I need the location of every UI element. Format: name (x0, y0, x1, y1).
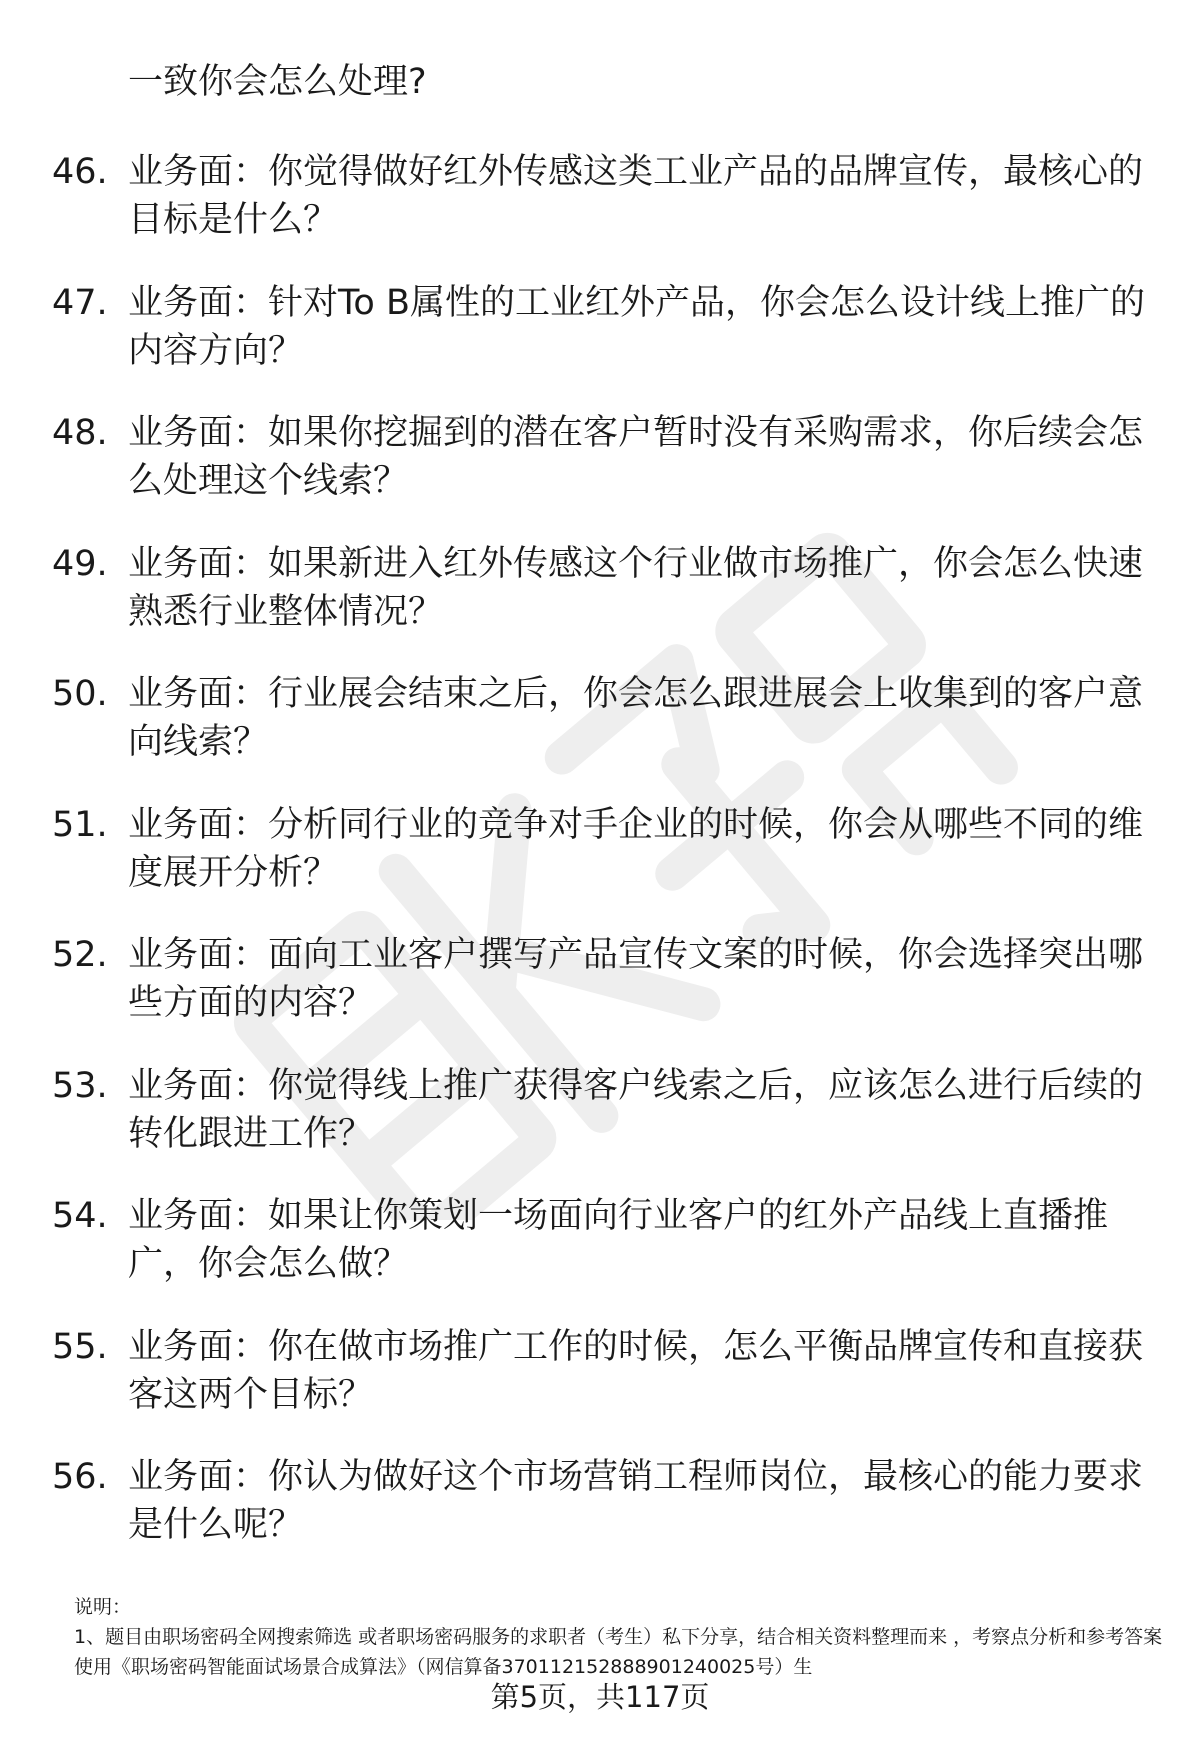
question-text: 业务面：如果让你策划一场面向行业客户的红外产品线上直播推广，你会怎么做？ (128, 1196, 1109, 1284)
question-number: 54. (52, 1196, 108, 1236)
question-number: 47. (52, 282, 108, 323)
question-text: 业务面：分析同行业的竞争对手企业的时候，你会从哪些不同的维度展开分析？ (128, 804, 1144, 893)
question-text: 业务面：你觉得线上推广获得客户线索之后，应该怎么进行后续的转化跟进工作？ (128, 1065, 1144, 1154)
question-number: 52. (52, 935, 108, 975)
question-text: 业务面：你觉得做好红外传感这类工业产品的品牌宣传，最核心的目标是什么？ (128, 152, 1144, 240)
page-footer: 第5页，共117页 (490, 1680, 710, 1714)
question-text: 业务面：面向工业客户撰写产品宣传文案的时候，你会选择突出哪些方面的内容？ (128, 935, 1144, 1023)
question-item (0, 148, 1200, 279)
question-number: 51. (52, 804, 108, 845)
notes-text: 1、题目由职场密码全网搜索筛选 或者职场密码服务的求职者（考生）私下分享，结合相关资料整理而来 ，考察点分析和参考答案使用《职场密码智能面试场景合成算法》（网信算备370112152888901240025号）生 (74, 1626, 1163, 1678)
question-item (0, 540, 1200, 671)
question-text: 业务面：你在做市场推广工作的时候，怎么平衡品牌宣传和直接获客这两个目标？ (128, 1326, 1144, 1415)
question-item (0, 409, 1200, 540)
question-text: 业务面：如果新进入红外传感这个行业做市场推广，你会怎么快速熟悉行业整体情况？ (128, 543, 1144, 632)
notes-section (74, 1592, 1164, 1682)
question-item (0, 1062, 1200, 1193)
question-number: 56. (52, 1457, 108, 1497)
question-number: 49. (52, 543, 108, 584)
question-text: 业务面：你认为做好这个市场营销工程师岗位，最核心的能力要求是什么呢？ (128, 1457, 1144, 1545)
question-text: 业务面：行业展会结束之后，你会怎么跟进展会上收集到的客户意向线索？ (128, 674, 1144, 762)
question-item (0, 1323, 1200, 1454)
question-item (0, 670, 1200, 801)
question-number: 55. (52, 1326, 108, 1367)
question-number: 53. (52, 1065, 108, 1106)
question-item (0, 931, 1200, 1062)
question-item (0, 1453, 1200, 1584)
question-number: 46. (52, 152, 108, 192)
question-list (0, 148, 1200, 1584)
question-item (0, 801, 1200, 932)
question-item (0, 279, 1200, 410)
continuation-line: 一致你会怎么处理? (128, 62, 427, 102)
question-number: 50. (52, 674, 108, 714)
question-text: 业务面：针对To B属性的工业红外产品，你会怎么设计线上推广的内容方向？ (128, 282, 1145, 371)
question-text: 业务面：如果你挖掘到的潜在客户暂时没有采购需求，你后续会怎么处理这个线索？ (128, 413, 1144, 501)
question-number: 48. (52, 413, 108, 453)
notes-label: 说明： (74, 1596, 132, 1618)
question-item (0, 1192, 1200, 1323)
